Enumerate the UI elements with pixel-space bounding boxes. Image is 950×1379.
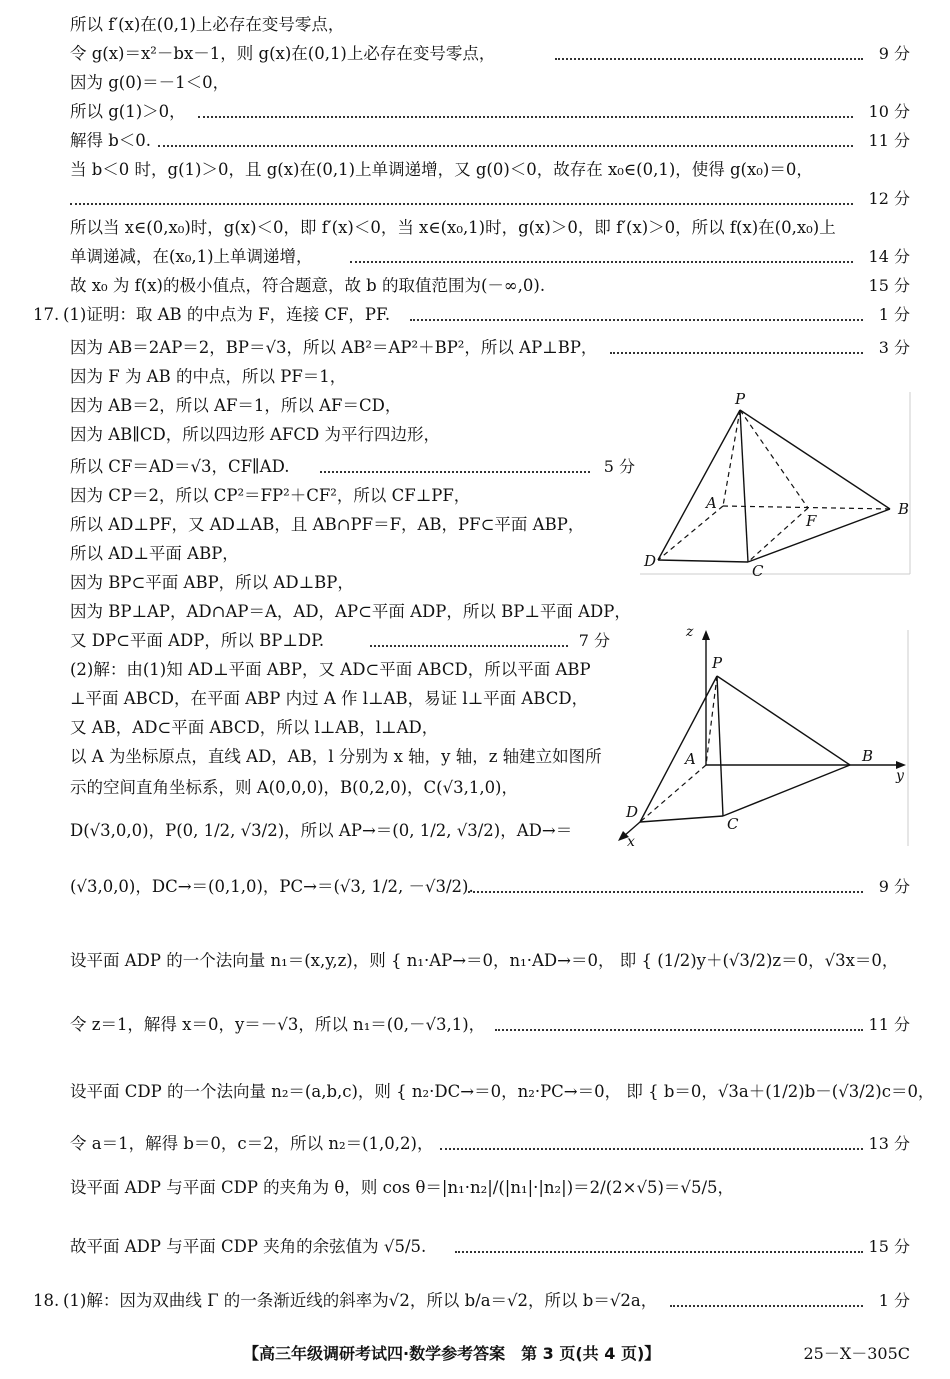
text-line: 因为 AB＝2，所以 AF＝1，所以 AF＝CD，	[70, 396, 402, 415]
axis-label: z	[686, 624, 694, 640]
dot-leader	[70, 203, 853, 205]
text-line: (√3,0,0)，DC→＝(0,1,0)，PC→＝(√3, 1/2, －√3/2).	[70, 877, 474, 896]
axis-label: x	[627, 834, 635, 850]
text-line: 设平面 CDP 的一个法向量 n₂＝(a,b,c)，则 { n₂·DC→＝0，n₂·PC→＝0， 即 { b＝0，√3a＋(1/2)b－(√3/2)c＝0，	[70, 1082, 935, 1101]
point-label: A	[706, 494, 717, 512]
point-label: D	[644, 552, 657, 570]
edge-fc	[748, 508, 808, 562]
point-label: A	[685, 750, 696, 768]
edge-pb	[740, 410, 890, 509]
text-line: D(√3,0,0)，P(0, 1/2, √3/2)，所以 AP→＝(0, 1/2, √3/2)，AD→＝	[70, 821, 573, 840]
score-label: 11 分	[868, 1015, 910, 1034]
score-label: 11 分	[868, 131, 910, 150]
score-label: 13 分	[868, 1134, 910, 1153]
text-line: (2)解：由(1)知 AD⊥平面 ABP，又 AD⊂平面 ABCD，所以平面 ABP	[70, 660, 591, 679]
point-label: F	[806, 512, 817, 530]
score-label: 1 分	[878, 305, 910, 324]
text-line: 以 A 为坐标原点，直线 AD，AB，l 分别为 x 轴，y 轴，z 轴建立如图所	[70, 747, 602, 766]
problem-number: 18.	[33, 1291, 60, 1310]
score-label: 7 分	[578, 631, 610, 650]
text-line: 因为 BP⊥AP，AD∩AP＝A，AD，AP⊂平面 ADP，所以 BP⊥平面 ADP，	[70, 602, 631, 621]
edge-pf	[740, 410, 808, 508]
text-line: 所以 AD⊥平面 ABP，	[70, 544, 239, 563]
x-axis-hidden	[640, 765, 706, 822]
edge-cb	[748, 509, 890, 562]
dot-leader	[320, 471, 590, 473]
axis-label: y	[896, 768, 904, 784]
score-label: 15 分	[868, 276, 910, 295]
text-line: 设平面 ADP 与平面 CDP 的夹角为 θ，则 cos θ＝|n₁·n₂|/(|n₁|·|n₂|)＝2/(2×√5)＝√5/5，	[70, 1178, 735, 1197]
text-line: 解得 b＜0.	[70, 131, 152, 150]
text-line: 故 x₀ 为 f(x)的极小值点，符合题意，故 b 的取值范围为(－∞,0).	[70, 276, 546, 295]
edge-dc	[640, 816, 723, 822]
point-label: B	[862, 747, 874, 765]
score-label: 9 分	[878, 44, 910, 63]
page-footer	[0, 1341, 950, 1367]
edge-pb	[717, 676, 850, 765]
coordinate-figure	[610, 620, 912, 850]
dot-leader	[455, 1251, 863, 1253]
score-label: 3 分	[878, 338, 910, 357]
point-label: P	[735, 390, 746, 408]
score-label: 1 分	[878, 1291, 910, 1310]
point-label: P	[712, 654, 723, 672]
text-line: 因为 g(0)＝－1＜0，	[70, 73, 230, 92]
edge-pa	[706, 676, 717, 765]
text-line: 所以 g(1)＞0，	[70, 102, 186, 121]
text-line: 又 DP⊂平面 ADP，所以 BP⊥DP.	[70, 631, 325, 650]
text-line: 令 a＝1，解得 b＝0，c＝2，所以 n₂＝(1,0,2)，	[70, 1134, 434, 1153]
point-label: C	[727, 815, 739, 833]
dot-leader	[410, 319, 863, 321]
dot-leader	[610, 352, 863, 354]
text-line: 因为 AB∥CD，所以四边形 AFCD 为平行四边形，	[70, 425, 440, 444]
dot-leader	[440, 1148, 863, 1150]
text-line: 单调递减，在(x₀,1)上单调递增，	[70, 247, 313, 266]
text-line: 因为 CP＝2，所以 CP²＝FP²＋CF²，所以 CF⊥PF，	[70, 486, 471, 505]
text-line: 所以 AD⊥PF，又 AD⊥AB，且 AB∩PF＝F，AB，PF⊂平面 ABP，	[70, 515, 585, 534]
dot-leader	[468, 891, 863, 893]
point-label: B	[898, 500, 910, 518]
edge-pc	[740, 410, 748, 562]
score-label: 10 分	[868, 102, 910, 121]
score-label: 9 分	[878, 877, 910, 896]
text-line: 令 g(x)＝x²－bx－1，则 g(x)在(0,1)上必存在变号零点，	[70, 44, 496, 63]
score-label: 15 分	[868, 1237, 910, 1256]
text-line: ⊥平面 ABCD，在平面 ABP 内过 A 作 l⊥AB，易证 l⊥平面 ABCD，	[70, 689, 589, 708]
text-line: 当 b＜0 时，g(1)＞0，且 g(x)在(0,1)上单调递增，又 g(0)＜0，故存在 x₀∈(0,1)，使得 g(x₀)＝0，	[70, 160, 813, 179]
text-line: 因为 F 为 AB 的中点，所以 PF＝1，	[70, 367, 347, 386]
edge-pd	[658, 410, 740, 560]
point-label: D	[626, 803, 639, 821]
score-label: 14 分	[868, 247, 910, 266]
text-line: 又 AB，AD⊂平面 ABCD，所以 l⊥AB，l⊥AD，	[70, 718, 439, 737]
edge-cb	[723, 765, 850, 816]
text-line: 所以 CF＝AD＝√3，CF∥AD.	[70, 457, 290, 476]
dot-leader	[158, 145, 853, 147]
edge-pc	[717, 676, 723, 816]
text-line: 示的空间直角坐标系，则 A(0,0,0)，B(0,2,0)，C(√3,1,0)，	[70, 778, 518, 797]
dot-leader	[370, 645, 568, 647]
dot-leader	[198, 116, 853, 118]
dot-leader	[350, 261, 853, 263]
z-arrow-icon	[702, 630, 710, 640]
pyramid-figure	[640, 388, 912, 578]
dot-leader	[670, 1305, 863, 1307]
problem-number: 17.	[33, 305, 60, 324]
text-line: 设平面 ADP 的一个法向量 n₁＝(x,y,z)，则 { n₁·AP→＝0，n₁·AD→＝0， 即 { (1/2)y＋(√3/2)z＝0，√3x＝0，	[70, 951, 899, 970]
text-line: 故平面 ADP 与平面 CDP 夹角的余弦值为 √5/5.	[70, 1237, 427, 1256]
text-line: 因为 AB＝2AP＝2，BP＝√3，所以 AB²＝AP²＋BP²，所以 AP⊥BP，	[70, 338, 598, 357]
text-line: 所以 f′(x)在(0,1)上必存在变号零点，	[70, 15, 345, 34]
point-label: C	[752, 562, 764, 578]
footer-title: 【高三年级调研考试四·数学参考答案 第 3 页(共 4 页)】	[243, 1344, 661, 1363]
score-label: 5 分	[603, 457, 635, 476]
edge-ad	[658, 506, 723, 560]
text-line: (1)解：因为双曲线 Γ 的一条渐近线的斜率为√2，所以 b/a＝√2，所以 b＝√2a，	[63, 1291, 658, 1310]
footer-code: 25－X－305C	[803, 1344, 910, 1363]
text-line: 令 z＝1，解得 x＝0，y＝－√3，所以 n₁＝(0,－√3,1)，	[70, 1015, 486, 1034]
edge-dc	[658, 560, 748, 562]
text-line: 所以当 x∈(0,x₀)时，g(x)＜0，即 f′(x)＜0，当 x∈(x₀,1)时，g(x)＞0，即 f′(x)＞0，所以 f(x)在(0,x₀)上	[70, 218, 836, 237]
dot-leader	[495, 1029, 863, 1031]
score-label: 12 分	[868, 189, 910, 208]
text-line: 因为 BP⊂平面 ABP，所以 AD⊥BP，	[70, 573, 354, 592]
dot-leader	[555, 58, 863, 60]
text-line: (1)证明：取 AB 的中点为 F，连接 CF，PF.	[63, 305, 391, 324]
